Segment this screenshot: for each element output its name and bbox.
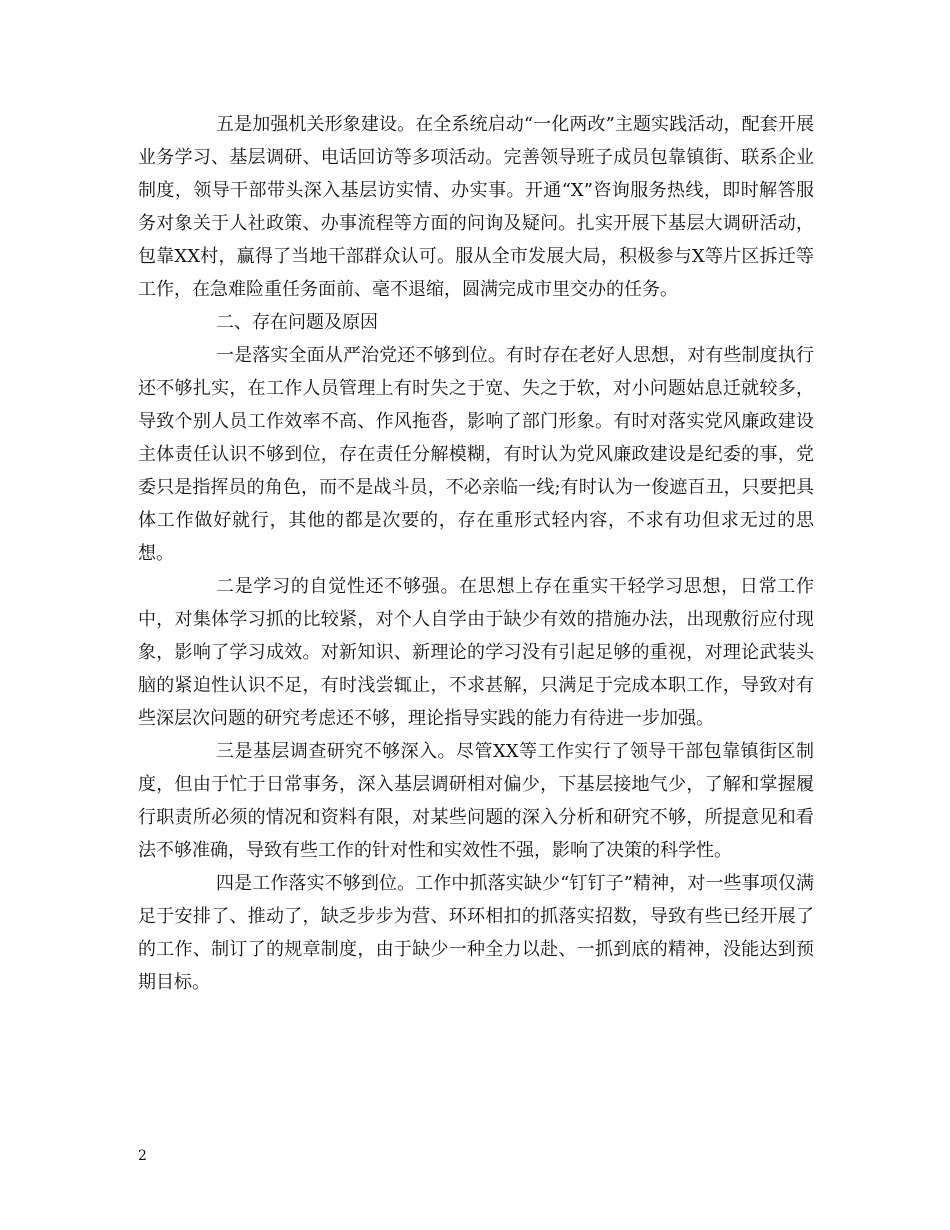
- section-heading-problems: 二、存在问题及原因: [216, 312, 378, 333]
- paragraph-party-governance: 一是落实全面从严治党还不够到位。有时存在老好人思想，对有些制度执行还不够扎实，在工作人员管理上有时失之于宽、失之于软，对小问题姑息迁就较多，导致个别人员工作效率不高、作风拖沓，影响了部门形象。有时对落实党风廉政建设主体责任认识不够到位，存在责任分解模糊，有时认为党风廉政建设是纪委的事，党委只是指挥员的角色，而不是战斗员，不必亲临一线;有时认为一俊遮百丑，只要把具体工作做好就行，其他的都是次要的，存在重形式轻内容，不求有功但求无过的思想。: [138, 345, 814, 564]
- paragraph-image-building: 五是加强机关形象建设。在全系统启动“一化两改”主题实践活动，配套开展业务学习、基层调研、电话回访等多项活动。完善领导班子成员包靠镇街、联系企业制度，领导干部带头深入基层访实情、办实事。开通“X”咨询服务热线，即时解答服务对象关于人社政策、办事流程等方面的问询及疑问。扎实开展下基层大调研活动，包靠XX村，赢得了当地干部群众认可。服从全市发展大局，积极参与X等片区拆迁等工作，在急难险重任务面前、毫不退缩，圆满完成市里交办的任务。: [138, 114, 814, 300]
- page-number: 2: [138, 1148, 147, 1164]
- paragraph-grassroots-research: 三是基层调查研究不够深入。尽管XX等工作实行了领导干部包靠镇街区制度，但由于忙于日常事务，深入基层调研相对偏少，下基层接地气少，了解和掌握履行职责所必须的情况和资料有限，对某些问题的深入分析和研究不够，所提意见和看法不够准确，导致有些工作的针对性和实效性不强，影响了决策的科学性。: [138, 741, 814, 861]
- paragraph-study-awareness: 二是学习的自觉性还不够强。在思想上存在重实干轻学习思想，日常工作中，对集体学习抓的比较紧，对个人自学由于缺少有效的措施办法，出现敷衍应付现象，影响了学习成效。对新知识、新理论的学习没有引起足够的重视，对理论武装头脑的紧迫性认识不足，有时浅尝辄止，不求甚解，只满足于完成本职工作，导致对有些深层次问题的研究考虑还不够，理论指导实践的能力有待进一步加强。: [138, 576, 814, 729]
- document-body: [138, 108, 814, 999]
- paragraph-work-implementation: 四是工作落实不够到位。工作中抓落实缺少“钉钉子”精神，对一些事项仅满足于安排了、推动了，缺乏步步为营、环环相扣的抓落实招数，导致有些已经开展了的工作、制订了的规章制度，由于缺少一种全力以赴、一抓到底的精神，没能达到预期目标。: [138, 873, 814, 993]
